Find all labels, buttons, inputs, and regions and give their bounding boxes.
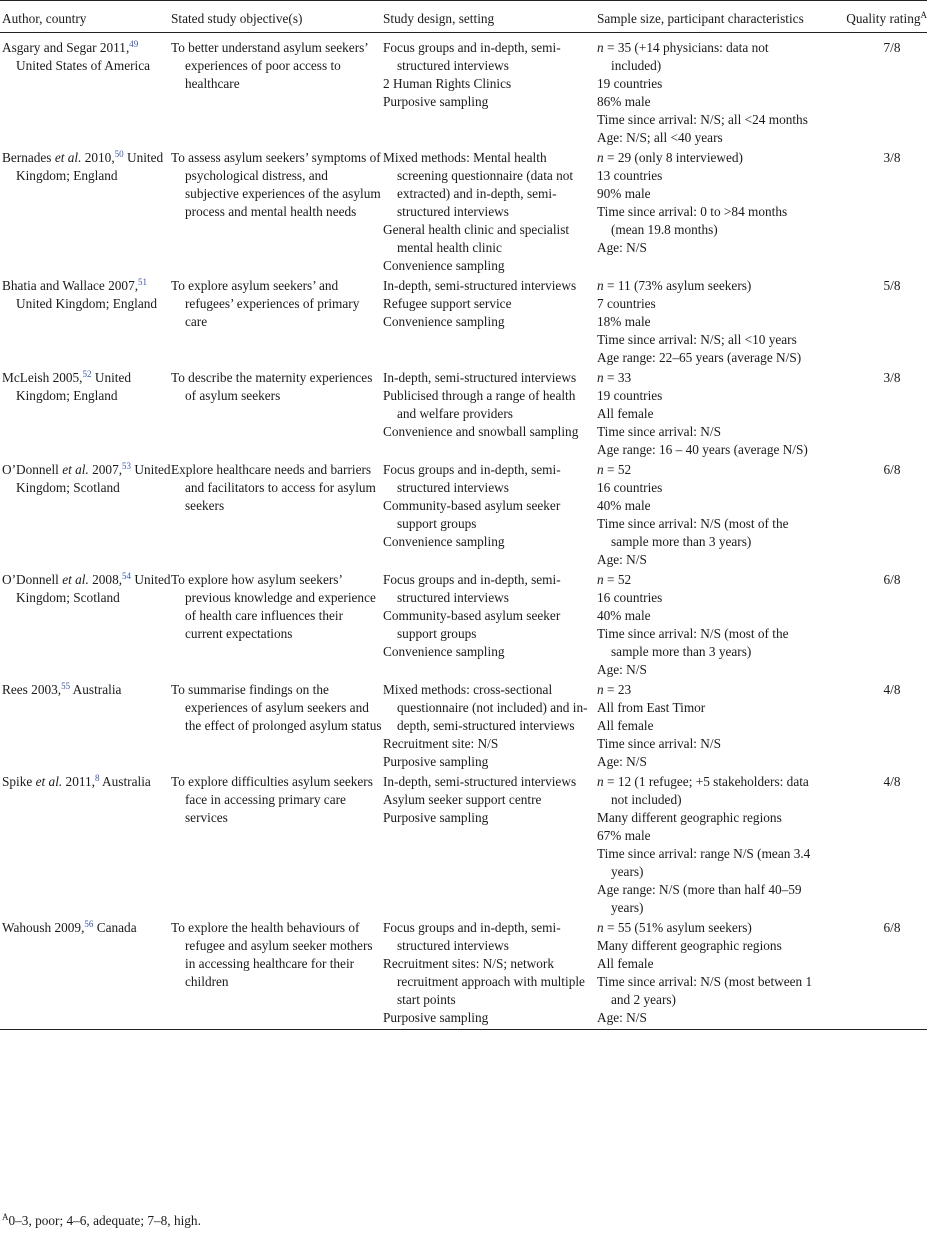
design-item: 2 Human Rights Clinics [383, 76, 512, 91]
design-item: Mixed methods: Mental health screening questionnaire (data not extracted) and in-depth, semi-structured interviews [383, 150, 574, 219]
sample-item: 7 countries [597, 296, 656, 311]
sample-size-value: 12 (1 refugee; +5 stakeholders: data not included) [611, 774, 809, 807]
author-name: Asgary and Segar 2011, [2, 40, 130, 55]
header-objective [171, 1, 383, 33]
header-author-label: Author, country [2, 11, 87, 26]
sample-item: 19 countries [597, 388, 663, 403]
sample-cell [597, 919, 829, 1030]
sample-item: Time since arrival: N/S [597, 736, 721, 751]
sample-size-value: 33 [617, 370, 632, 385]
sample-size: n = 52 [597, 572, 632, 587]
objective-cell [171, 681, 383, 773]
author-name: Wahoush 2009, [2, 920, 85, 935]
sample-item: Age range: 22–65 years (average N/S) [597, 350, 802, 365]
sample-size: n = 55 (51% asylum seekers) [597, 920, 752, 935]
design-item: Convenience and snowball sampling [383, 424, 579, 439]
sample-item: Time since arrival: N/S (most between 1 and 2 years) [597, 974, 813, 1007]
author-name: Rees 2003, [2, 682, 62, 697]
sample-size-value: 52 [617, 572, 632, 587]
design-cell [383, 461, 597, 571]
sample-cell [597, 277, 829, 369]
sample-size: n = 33 [597, 370, 632, 385]
sample-item: Age: N/S [597, 754, 647, 769]
sample-cell [597, 461, 829, 571]
quality-cell: 6/8 [883, 462, 901, 477]
design-item: In-depth, semi-structured interviews [383, 774, 577, 789]
header-quality-label: Quality rating [846, 11, 921, 26]
objective-text: To explore the health behaviours of refugee and asylum seeker mothers in accessing healthcare for their children [171, 920, 373, 989]
design-item: In-depth, semi-structured interviews [383, 278, 577, 293]
objective-cell [171, 277, 383, 369]
sample-item: 67% male [597, 828, 651, 843]
design-item: Focus groups and in-depth, semi-structured interviews [383, 40, 561, 73]
sample-item: All female [597, 406, 654, 421]
sample-n-symbol: n [597, 370, 604, 385]
objective-text: To better understand asylum seekers’ experiences of poor access to healthcare [171, 40, 368, 91]
design-item: Asylum seeker support centre [383, 792, 542, 807]
author-country: United Kingdom; Scotland [16, 572, 171, 605]
objective-cell [171, 919, 383, 1030]
sample-size-value: 11 (73% asylum seekers) [617, 278, 752, 293]
objective-cell [171, 773, 383, 919]
footnote-marker: A [2, 1212, 9, 1222]
reference-number: 50 [114, 149, 124, 159]
sample-item: Time since arrival: 0 to >84 months (mean 19.8 months) [597, 204, 788, 237]
header-objective-label: Stated study objective(s) [171, 11, 303, 26]
sample-item: Age: N/S [597, 552, 647, 567]
author-name: Spike et al. 2011, [2, 774, 95, 789]
author-text [2, 39, 171, 75]
sample-n-symbol: n [597, 682, 604, 697]
design-item: Refugee support service [383, 296, 512, 311]
table-row [0, 149, 927, 277]
design-cell [383, 773, 597, 919]
sample-item: 90% male [597, 186, 651, 201]
sample-item: 40% male [597, 608, 651, 623]
et-al-italic: et al. [62, 462, 89, 477]
design-item: Community-based asylum seeker support groups [383, 498, 561, 531]
author-name: O’Donnell et al. 2008, [2, 572, 123, 587]
reference-number: 51 [138, 277, 148, 287]
sample-item: Time since arrival: N/S (most of the sample more than 3 years) [597, 626, 789, 659]
sample-item: Age range: N/S (more than half 40–59 years) [597, 882, 802, 915]
objective-text: To describe the maternity experiences of asylum seekers [171, 370, 373, 403]
table-row [0, 277, 927, 369]
quality-cell: 3/8 [883, 150, 901, 165]
sample-item: 13 countries [597, 168, 663, 183]
sample-n-symbol: n [597, 462, 604, 477]
objective-text: To explore how asylum seekers’ previous knowledge and experience of health care influences their current expectations [171, 572, 376, 641]
header-quality-footnote-marker: A [920, 10, 927, 20]
table-footnote [2, 1212, 201, 1230]
design-item: Focus groups and in-depth, semi-structured interviews [383, 920, 561, 953]
table-row [0, 369, 927, 461]
design-item: Purposive sampling [383, 754, 489, 769]
objective-text: Explore healthcare needs and barriers and facilitators to access for asylum seekers [171, 462, 376, 513]
sample-size-value: 52 [617, 462, 632, 477]
author-cell [0, 369, 171, 461]
design-item: Publicised through a range of health and welfare providers [383, 388, 576, 421]
objective-cell [171, 461, 383, 571]
sample-size: n = 11 (73% asylum seekers) [597, 278, 752, 293]
design-cell [383, 33, 597, 150]
header-design-label: Study design, setting [383, 11, 495, 26]
sample-item: 86% male [597, 94, 651, 109]
author-country: United Kingdom; England [16, 296, 158, 311]
sample-item: Age range: 16 – 40 years (average N/S) [597, 442, 808, 457]
objective-cell [171, 149, 383, 277]
author-text [2, 149, 171, 185]
design-cell [383, 277, 597, 369]
sample-item: Many different geographic regions [597, 938, 782, 953]
sample-item: Time since arrival: N/S (most of the sample more than 3 years) [597, 516, 789, 549]
author-cell [0, 919, 171, 1030]
table-row [0, 571, 927, 681]
sample-cell [597, 149, 829, 277]
design-item: Recruitment sites: N/S; network recruitment approach with multiple start points [383, 956, 585, 1007]
design-item: Focus groups and in-depth, semi-structured interviews [383, 462, 561, 495]
reference-number: 55 [61, 681, 71, 691]
header-author [0, 1, 171, 33]
sample-size: n = 35 (+14 physicians: data not included) [597, 40, 769, 73]
sample-n-symbol: n [597, 40, 604, 55]
sample-item: 16 countries [597, 590, 663, 605]
author-cell [0, 33, 171, 150]
sample-size-value: 29 (only 8 interviewed) [617, 150, 743, 165]
objective-text: To explore difficulties asylum seekers face in accessing primary care services [171, 774, 373, 825]
objective-text: To assess asylum seekers’ symptoms of psychological distress, and subjective experiences of the asylum process and mental health needs [171, 150, 381, 219]
table-row [0, 773, 927, 919]
design-item: General health clinic and specialist mental health clinic [383, 222, 570, 255]
quality-cell: 6/8 [883, 572, 901, 587]
sample-item: All female [597, 956, 654, 971]
author-country: Canada [93, 920, 137, 935]
sample-item: Age: N/S [597, 240, 647, 255]
header-sample [597, 1, 829, 33]
design-cell [383, 369, 597, 461]
design-item: Purposive sampling [383, 1010, 489, 1025]
sample-item: Time since arrival: range N/S (mean 3.4 years) [597, 846, 811, 879]
author-text [2, 773, 171, 791]
author-cell [0, 571, 171, 681]
design-item: Convenience sampling [383, 534, 505, 549]
design-item: Convenience sampling [383, 644, 505, 659]
sample-item: 18% male [597, 314, 651, 329]
author-country: United Kingdom; England [16, 150, 164, 183]
sample-size: n = 29 (only 8 interviewed) [597, 150, 743, 165]
sample-item: 19 countries [597, 76, 663, 91]
sample-cell [597, 369, 829, 461]
table-row [0, 461, 927, 571]
sample-item: All female [597, 718, 654, 733]
author-text [2, 277, 171, 313]
design-item: Community-based asylum seeker support groups [383, 608, 561, 641]
author-cell [0, 277, 171, 369]
author-name: O’Donnell et al. 2007, [2, 462, 123, 477]
author-text [2, 461, 171, 497]
et-al-italic: et al. [62, 572, 89, 587]
sample-cell [597, 33, 829, 150]
reference-number: 49 [129, 39, 139, 49]
sample-item: Age: N/S; all <40 years [597, 130, 723, 145]
reference-number: 52 [82, 369, 92, 379]
sample-size-value: 55 (51% asylum seekers) [617, 920, 752, 935]
author-text [2, 571, 171, 607]
author-cell [0, 681, 171, 773]
author-country: Australia [99, 774, 151, 789]
author-cell [0, 461, 171, 571]
sample-n-symbol: n [597, 150, 604, 165]
author-text [2, 369, 171, 405]
sample-cell [597, 571, 829, 681]
quality-cell: 4/8 [883, 682, 901, 697]
design-item: Convenience sampling [383, 258, 505, 273]
objective-text: To explore asylum seekers’ and refugees’ experiences of primary care [171, 278, 360, 329]
table-row [0, 919, 927, 1030]
design-item: Mixed methods: cross-sectional questionnaire (not included) and in-depth, semi-structured interviews [383, 682, 588, 733]
header-quality [829, 1, 927, 33]
design-item: Convenience sampling [383, 314, 505, 329]
sample-item: Age: N/S [597, 662, 647, 677]
author-name: Bhatia and Wallace 2007, [2, 278, 139, 293]
sample-size-value: 23 [617, 682, 632, 697]
author-name: McLeish 2005, [2, 370, 83, 385]
sample-item: Time since arrival: N/S [597, 424, 721, 439]
author-text [2, 919, 171, 937]
author-country: United Kingdom; Scotland [16, 462, 171, 495]
sample-item: Many different geographic regions [597, 810, 782, 825]
footnote-text: 0–3, poor; 4–6, adequate; 7–8, high. [8, 1213, 201, 1228]
sample-n-symbol: n [597, 774, 604, 789]
quality-cell: 6/8 [883, 920, 901, 935]
objective-cell [171, 33, 383, 150]
sample-size: n = 12 (1 refugee; +5 stakeholders: data not included) [597, 774, 809, 807]
author-name: Bernades et al. 2010, [2, 150, 115, 165]
sample-item: Age: N/S [597, 1010, 647, 1025]
author-text [2, 681, 171, 699]
sample-n-symbol: n [597, 278, 604, 293]
design-item: Recruitment site: N/S [383, 736, 499, 751]
et-al-italic: et al. [54, 150, 82, 165]
table-body [0, 33, 927, 1030]
sample-size: n = 23 [597, 682, 632, 697]
objective-cell [171, 571, 383, 681]
reference-number: 8 [94, 773, 100, 783]
author-country: United States of America [16, 58, 151, 73]
design-item: In-depth, semi-structured interviews [383, 370, 577, 385]
design-cell [383, 571, 597, 681]
sample-n-symbol: n [597, 920, 604, 935]
sample-item: 16 countries [597, 480, 663, 495]
sample-item: All from East Timor [597, 700, 706, 715]
author-cell [0, 773, 171, 919]
author-country: Australia [70, 682, 122, 697]
header-row [0, 1, 927, 33]
design-item: Purposive sampling [383, 810, 489, 825]
sample-size-value: 35 (+14 physicians: data not included) [611, 40, 769, 73]
header-sample-label: Sample size, participant characteristics [597, 11, 804, 26]
author-country: United Kingdom; England [16, 370, 132, 403]
sample-cell [597, 681, 829, 773]
quality-cell: 5/8 [883, 278, 901, 293]
reference-number: 56 [84, 919, 94, 929]
sample-cell [597, 773, 829, 919]
objective-cell [171, 369, 383, 461]
design-cell [383, 681, 597, 773]
reference-number: 53 [122, 461, 132, 471]
sample-item: 40% male [597, 498, 651, 513]
author-cell [0, 149, 171, 277]
et-al-italic: et al. [35, 774, 63, 789]
design-cell [383, 149, 597, 277]
header-design [383, 1, 597, 33]
table-row [0, 33, 927, 150]
design-item: Focus groups and in-depth, semi-structured interviews [383, 572, 561, 605]
quality-cell: 7/8 [883, 40, 901, 55]
sample-item: Time since arrival: N/S; all <10 years [597, 332, 797, 347]
table-row [0, 681, 927, 773]
sample-size: n = 52 [597, 462, 632, 477]
quality-cell: 3/8 [883, 370, 901, 385]
design-cell [383, 919, 597, 1030]
objective-text: To summarise findings on the experiences of asylum seekers and the effect of prolonged asylum status [171, 682, 382, 733]
sample-n-symbol: n [597, 572, 604, 587]
design-item: Purposive sampling [383, 94, 489, 109]
sample-item: Time since arrival: N/S; all <24 months [597, 112, 808, 127]
reference-number: 54 [122, 571, 132, 581]
quality-cell: 4/8 [883, 774, 901, 789]
